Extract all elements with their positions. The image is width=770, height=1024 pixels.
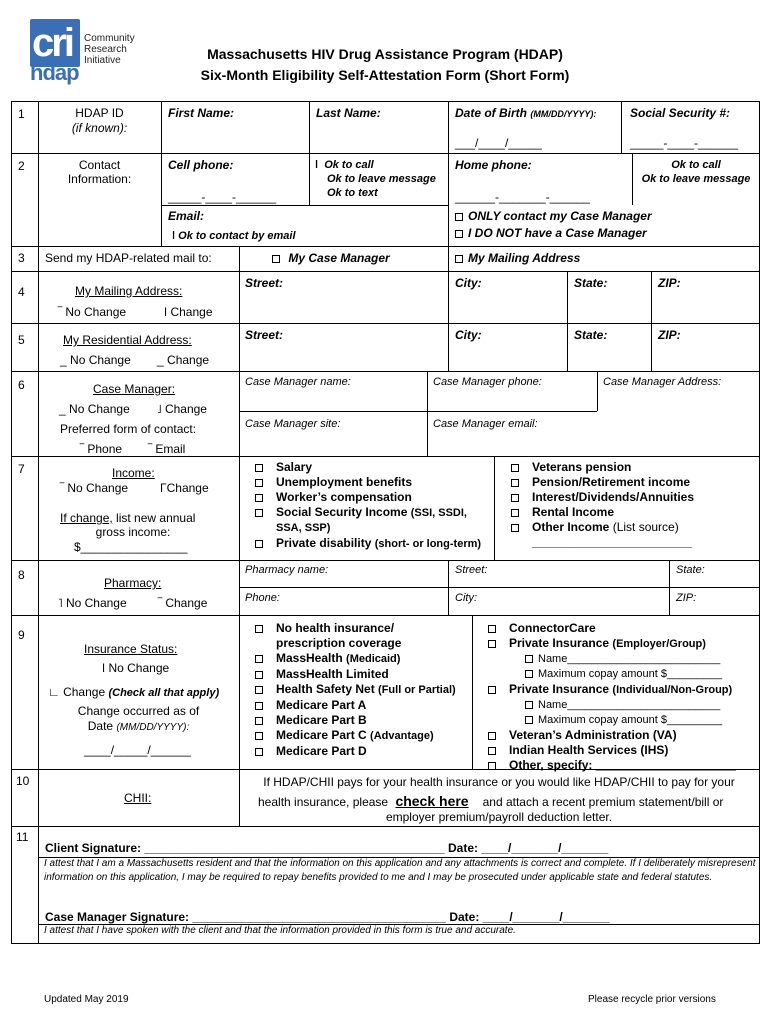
income-private-disability[interactable]: [255, 536, 481, 552]
row-number-10: 10: [16, 774, 30, 788]
pref-email-mark: ‾: [148, 442, 152, 456]
income-no-change-label: No Change: [67, 481, 129, 495]
interest-checkbox[interactable]: [511, 494, 519, 502]
pension-label: Pension/Retirement income: [532, 475, 691, 489]
insurance-left-list: [255, 621, 456, 759]
cm-no-change-label: No Change: [69, 402, 130, 416]
income-ssi[interactable]: [255, 505, 481, 521]
cell-phone-blank[interactable]: _____-____-______: [168, 190, 277, 204]
private-employer-label: Private Insurance: [509, 636, 610, 650]
private-disability-label: Private disability: [276, 536, 372, 550]
emp-name-checkbox[interactable]: [525, 655, 533, 663]
hdap-id-label: HDAP ID: [75, 106, 124, 120]
residential-change-mark: _: [157, 353, 164, 367]
mail-to-cm-option[interactable]: [272, 251, 390, 265]
connector-checkbox[interactable]: [488, 625, 496, 633]
row-number-1: 1: [18, 107, 25, 121]
change-date-blank[interactable]: ____/_____/______: [84, 743, 191, 757]
list-new-text: list new annual: [112, 511, 196, 525]
date-format: (MM/DD/YYYY):: [116, 722, 190, 733]
income-veterans-pension[interactable]: [511, 460, 694, 475]
salary-label: Salary: [276, 460, 313, 474]
residential-change-label: Change: [167, 353, 210, 367]
residential-no-change-mark: _: [60, 353, 67, 367]
preferred-contact-label: Preferred form of contact:: [60, 422, 197, 436]
change-date-label: [38, 719, 239, 733]
mailing-change-label: Change: [170, 305, 213, 319]
email-ok-option[interactable]: [172, 230, 296, 242]
logo-hdap-text: hdap: [30, 60, 79, 85]
residential-state-label[interactable]: State:: [574, 328, 608, 342]
residential-address-label: My Residential Address:: [63, 333, 192, 347]
ins-medicare-a[interactable]: [255, 698, 456, 713]
other-ins-checkbox[interactable]: [488, 762, 496, 770]
chii-text-2b: and attach a recent premium statement/bill or: [482, 795, 724, 809]
private-disability-checkbox[interactable]: [255, 540, 263, 548]
ind-name-checkbox[interactable]: [525, 701, 533, 709]
cell-ok-options: [315, 158, 436, 200]
workers-comp-label: Worker’s compensation: [276, 490, 412, 504]
ins-private-employer[interactable]: [488, 636, 736, 652]
insurance-status-label: Insurance Status:: [84, 642, 178, 656]
mh-limited-label: MassHealth Limited: [276, 667, 389, 681]
unemployment-checkbox[interactable]: [255, 479, 263, 487]
email-ok-label: Ok to contact by email: [178, 230, 296, 242]
mailing-city-label[interactable]: City:: [455, 276, 482, 290]
medicare-b-label: Medicare Part B: [276, 713, 367, 727]
workers-comp-checkbox[interactable]: [255, 494, 263, 502]
no-insurance-label-2: prescription coverage: [276, 636, 402, 650]
gross-income-label: gross income:: [95, 525, 171, 539]
pref-email-label: Email: [155, 442, 186, 456]
ssi-sub: (SSI, SSDI,: [410, 507, 467, 519]
ssi-checkbox[interactable]: [255, 509, 263, 517]
chii-text-2: [258, 793, 723, 809]
medicare-c-label: Medicare Part C: [276, 728, 367, 742]
contact-label-1: Contact: [78, 158, 121, 172]
ins-change-option[interactable]: [48, 685, 219, 699]
salary-checkbox[interactable]: [255, 464, 263, 472]
first-name-label[interactable]: First Name:: [168, 106, 235, 120]
mail-to-cm-label: My Case Manager: [288, 251, 390, 265]
connector-label: ConnectorCare: [509, 621, 596, 635]
if-change-line: [60, 511, 195, 525]
no-cm-label: I DO NOT have a Case Manager: [468, 226, 647, 240]
updated-date: Updated May 2019: [44, 994, 129, 1005]
cm-no-change-option[interactable]: [59, 402, 130, 416]
income-label: Income:: [112, 466, 155, 480]
insurance-right-list: [488, 621, 736, 773]
mailing-street-label[interactable]: Street:: [245, 276, 284, 290]
ins-medicare-c[interactable]: [255, 728, 456, 744]
mailing-state-label[interactable]: State:: [574, 276, 608, 290]
income-interest[interactable]: [511, 490, 694, 505]
mail-to-cm-checkbox[interactable]: [272, 255, 280, 263]
cm-site-label[interactable]: Case Manager site:: [245, 418, 341, 430]
ins-medicare-b[interactable]: [255, 713, 456, 728]
income-workers-comp[interactable]: [255, 490, 481, 505]
ins-other[interactable]: [488, 758, 736, 773]
row-number-3: 3: [18, 251, 25, 265]
cm-change-mark: ˩: [157, 402, 162, 416]
no-insurance-checkbox[interactable]: [255, 625, 263, 633]
emp-name-blank: Name_________________________: [538, 653, 721, 665]
pref-email-option[interactable]: [148, 442, 185, 456]
chii-text-2a: health insurance, please: [258, 795, 389, 809]
pharmacy-street-label[interactable]: Street:: [455, 564, 488, 576]
check-here-link[interactable]: check here: [395, 793, 469, 809]
change-occurred-label: Change occurred as of: [77, 704, 200, 718]
pref-phone-option[interactable]: [80, 442, 122, 456]
only-cm-option[interactable]: [455, 209, 652, 223]
emp-copay-field[interactable]: [488, 667, 736, 682]
medicare-d-label: Medicare Part D: [276, 744, 367, 758]
residential-no-change-label: No Change: [70, 353, 131, 367]
logo-cri-text: cri: [32, 21, 72, 65]
ihs-label: Indian Health Services (IHS): [509, 743, 669, 757]
ins-masshealth[interactable]: [255, 651, 456, 667]
ins-change-label: Change: [63, 685, 106, 699]
recycle-note: Please recycle prior versions: [588, 994, 716, 1005]
private-disability-sub: (short- or long-term): [374, 538, 482, 550]
veterans-pension-label: Veterans pension: [532, 460, 632, 474]
cm-address-label[interactable]: Case Manager Address:: [603, 376, 722, 388]
dob-text: Date of Birth: [455, 106, 527, 120]
hsn-sub: (Full or Partial): [378, 684, 456, 696]
medicare-b-checkbox[interactable]: [255, 717, 263, 725]
mailing-no-change-mark: ‾: [58, 305, 62, 319]
send-mail-label: Send my HDAP-related mail to:: [45, 251, 212, 265]
ind-name-field[interactable]: [488, 698, 736, 713]
rental-label: Rental Income: [532, 505, 615, 519]
row-number-11: 11: [16, 830, 29, 844]
other-income-label: Other Income: [532, 520, 610, 534]
ok-call-label: Ok to call: [324, 159, 374, 171]
dob-format: (MM/DD/YYYY):: [530, 109, 597, 119]
medicare-c-checkbox[interactable]: [255, 732, 263, 740]
ins-no-change-option[interactable]: [102, 661, 169, 675]
email-label[interactable]: Email:: [168, 209, 205, 223]
income-rental[interactable]: [511, 505, 694, 520]
ins-no-change-mark: ǀ: [102, 661, 106, 675]
cm-signature-line[interactable]: Case Manager Signature: ______________________________________ Date: ____/_______/_______: [45, 910, 610, 924]
medicare-a-checkbox[interactable]: [255, 702, 263, 710]
home-phone-label[interactable]: Home phone:: [455, 158, 532, 172]
masshealth-checkbox[interactable]: [255, 655, 263, 663]
residential-city-label[interactable]: City:: [455, 328, 482, 342]
row-number-2: 2: [18, 159, 25, 173]
ins-mh-limited[interactable]: [255, 667, 456, 682]
last-name-label[interactable]: Last Name:: [316, 106, 381, 120]
no-insurance-label: No health insurance/: [276, 621, 395, 635]
home-phone-blank[interactable]: ______-_______-______: [455, 190, 590, 204]
no-cm-checkbox[interactable]: [455, 230, 463, 238]
emp-copay-checkbox[interactable]: [525, 670, 533, 678]
income-salary[interactable]: [255, 460, 481, 475]
row-number-6: 6: [18, 378, 25, 392]
ssn-label[interactable]: Social Security #:: [630, 106, 731, 120]
pref-phone-label: Phone: [87, 442, 123, 456]
row-number-5: 5: [18, 333, 25, 347]
va-label: Veteran’s Administration (VA): [509, 728, 677, 742]
mh-limited-checkbox[interactable]: [255, 671, 263, 679]
only-cm-checkbox[interactable]: [455, 213, 463, 221]
ins-change-sub: (Check all that apply): [108, 687, 220, 699]
other-ins-label: Other, specify: _____________________: [509, 758, 736, 772]
ins-medicare-d[interactable]: [255, 744, 456, 759]
mailing-zip-label[interactable]: ZIP:: [658, 276, 681, 290]
pharmacy-label: Pharmacy:: [104, 576, 162, 590]
form-subtitle: Six-Month Eligibility Self-Attestation Form (Short Form): [200, 67, 570, 83]
income-change-label: Change: [166, 481, 209, 495]
cell-ok-text[interactable]: Ok to text: [327, 187, 378, 199]
logo-org-line1: Community: [84, 33, 135, 44]
emp-copay-blank: Maximum copay amount $_________: [538, 668, 723, 680]
residential-zip-label[interactable]: ZIP:: [658, 328, 681, 342]
cm-no-change-mark: _: [59, 402, 66, 416]
email-ok-mark: ǀ: [172, 230, 176, 242]
income-left-list: [255, 460, 481, 552]
other-income-blank[interactable]: ________________________: [532, 535, 693, 549]
contact-label-2: Information:: [67, 172, 132, 186]
income-unemployment[interactable]: [255, 475, 481, 490]
income-change-mark: Γ: [160, 481, 167, 495]
ok-call-mark: ǀ: [315, 159, 319, 171]
mailing-no-change-label: No Change: [65, 305, 127, 319]
mailing-address-label: My Mailing Address:: [75, 284, 183, 298]
income-other[interactable]: [511, 520, 694, 535]
row-number-9: 9: [18, 628, 25, 642]
dob-label[interactable]: [455, 106, 596, 120]
client-attestation: I attest that I am a Massachusetts resident and that the information on this application and any attachments is correct and complete. If I deliberately misrepresent information on this application, I may be required to repay benefits provided to me and I may be prosecuted under applicable state and federal statutes.: [44, 858, 756, 883]
pharmacy-zip-label[interactable]: ZIP:: [676, 592, 697, 604]
cm-email-label[interactable]: Case Manager email:: [433, 418, 538, 430]
emp-name-field[interactable]: [488, 652, 736, 667]
pharmacy-state-label[interactable]: State:: [676, 564, 705, 576]
pharmacy-no-change-label: No Change: [65, 596, 127, 610]
date-word: Date: [87, 719, 114, 733]
medicare-c-sub: (Advantage): [370, 730, 434, 742]
residential-no-change-option[interactable]: [60, 353, 131, 367]
unemployment-label: Unemployment benefits: [276, 475, 413, 489]
pension-checkbox[interactable]: [511, 479, 519, 487]
ins-private-individual[interactable]: [488, 682, 736, 698]
private-individual-checkbox[interactable]: [488, 686, 496, 694]
chii-label: CHII:: [124, 791, 152, 805]
private-individual-label: Private Insurance: [509, 682, 610, 696]
masshealth-sub: (Medicaid): [346, 653, 401, 665]
mail-to-address-checkbox[interactable]: [455, 255, 463, 263]
chii-text-3: employer premium/payroll deduction letter.: [385, 810, 613, 824]
logo-org-line2: Research: [84, 44, 127, 55]
medicare-d-checkbox[interactable]: [255, 748, 263, 756]
home-ok-message[interactable]: Ok to leave message: [641, 173, 751, 185]
mail-to-address-label: My Mailing Address: [468, 251, 581, 265]
no-cm-option[interactable]: [455, 226, 647, 240]
ins-no-insurance[interactable]: [255, 621, 456, 636]
ins-no-change-label: No Change: [108, 661, 170, 675]
client-signature-line[interactable]: Client Signature: _____________________________________________ Date: ____/_______/_______: [45, 841, 609, 855]
residential-change-option[interactable]: [157, 353, 209, 367]
logo-org-line3: Initiative: [84, 55, 121, 66]
private-individual-sub: (Individual/Non-Group): [612, 684, 733, 696]
home-ok-call[interactable]: Ok to call: [671, 159, 721, 171]
income-no-change-option[interactable]: [60, 481, 128, 495]
pharmacy-change-label: Change: [165, 596, 208, 610]
only-cm-label: ONLY contact my Case Manager: [468, 209, 652, 223]
ins-change-mark: ∟: [48, 685, 60, 699]
other-income-sub: (List source): [612, 520, 679, 534]
ind-copay-blank: Maximum copay amount $_________: [538, 714, 723, 726]
cell-phone-label[interactable]: Cell phone:: [168, 158, 234, 172]
pharmacy-no-change-mark: ˥: [58, 596, 63, 610]
rental-checkbox[interactable]: [511, 509, 519, 517]
pref-phone-mark: ‾: [80, 442, 84, 456]
mailing-change-mark: ǀ: [164, 305, 168, 319]
ins-ihs[interactable]: [488, 743, 736, 758]
ind-copay-field[interactable]: [488, 713, 736, 728]
ssi-label: Social Security Income: [276, 505, 408, 519]
pharmacy-change-mark: ‾: [158, 596, 162, 610]
gross-income-blank[interactable]: $________________: [74, 540, 188, 554]
cm-name-label[interactable]: Case Manager name:: [245, 376, 351, 388]
cm-phone-label[interactable]: Case Manager phone:: [433, 376, 542, 388]
cm-attestation: I attest that I have spoken with the client and that the information provided in this form is true and accurate.: [44, 925, 516, 936]
ssa-sub: SSA, SSP): [276, 522, 331, 534]
ins-hsn[interactable]: [255, 682, 456, 698]
va-checkbox[interactable]: [488, 732, 496, 740]
veterans-pension-checkbox[interactable]: [511, 464, 519, 472]
row-number-4: 4: [18, 285, 25, 299]
pharmacy-name-label[interactable]: Pharmacy name:: [245, 564, 329, 576]
form-title: Massachusetts HIV Drug Assistance Program (HDAP): [207, 46, 563, 62]
residential-street-label[interactable]: Street:: [245, 328, 284, 342]
logo-org-name: [84, 33, 135, 66]
case-manager-label: Case Manager:: [93, 382, 176, 396]
income-no-change-mark: ‾: [60, 481, 64, 495]
income-pension[interactable]: [511, 475, 694, 490]
row-number-8: 8: [18, 568, 25, 582]
ssn-blank[interactable]: _____-____-______: [630, 136, 739, 150]
hsn-checkbox[interactable]: [255, 686, 263, 694]
ind-copay-checkbox[interactable]: [525, 716, 533, 724]
medicare-a-label: Medicare Part A: [276, 698, 367, 712]
private-employer-checkbox[interactable]: [488, 640, 496, 648]
cm-change-label: Change: [164, 402, 207, 416]
hdap-id-sub: (if known):: [71, 121, 128, 135]
mailing-no-change-option[interactable]: [58, 305, 126, 319]
pharmacy-change-option[interactable]: [158, 596, 207, 610]
chii-text-1: If HDAP/CHII pays for your health insurance or you would like HDAP/CHII to pay for your: [263, 775, 735, 789]
ins-connector[interactable]: [488, 621, 736, 636]
ins-va[interactable]: [488, 728, 736, 743]
home-ok-options: [632, 158, 760, 186]
if-change-text: If change,: [60, 511, 113, 525]
income-right-list: [511, 460, 694, 550]
ind-name-blank: Name_________________________: [538, 699, 721, 711]
pharmacy-city-label[interactable]: City:: [455, 592, 477, 604]
masshealth-label: MassHealth: [276, 651, 343, 665]
pharmacy-phone-label[interactable]: Phone:: [245, 592, 280, 604]
hsn-label: Health Safety Net: [276, 682, 375, 696]
mail-to-address-option[interactable]: [455, 251, 580, 265]
private-employer-sub: (Employer/Group): [612, 638, 706, 650]
interest-label: Interest/Dividends/Annuities: [532, 490, 695, 504]
cell-ok-message[interactable]: Ok to leave message: [327, 173, 436, 185]
pharmacy-no-change-option[interactable]: [58, 596, 127, 610]
cm-change-option[interactable]: [157, 402, 207, 416]
income-change-option[interactable]: [160, 481, 209, 495]
mailing-change-option[interactable]: [164, 305, 213, 319]
other-income-checkbox[interactable]: [511, 524, 519, 532]
cell-ok-call[interactable]: [315, 158, 436, 172]
row-number-7: 7: [18, 462, 25, 476]
ihs-checkbox[interactable]: [488, 747, 496, 755]
dob-blank[interactable]: ___/____/_____: [455, 136, 542, 150]
